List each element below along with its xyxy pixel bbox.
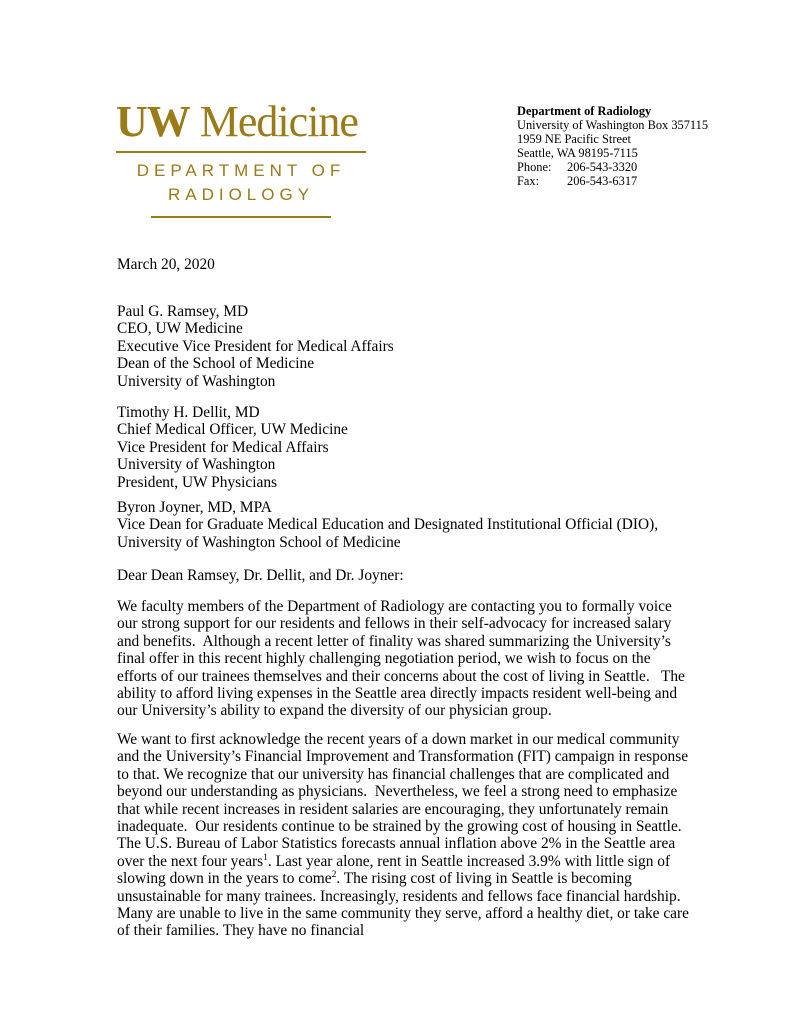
logo-brand	[116, 97, 366, 146]
recipient-block-joyner	[117, 499, 695, 551]
phone-label: Phone:	[517, 160, 552, 174]
recipient-line: University of Washington	[117, 372, 276, 390]
phone-number: 206-543-3320	[567, 160, 638, 174]
address-title: Department of Radiology	[517, 104, 652, 118]
recipient-line: Paul G. Ramsey, MD	[117, 303, 249, 320]
footnote-ref-1: 1	[263, 852, 268, 863]
recipient-line: Vice President for Medical Affairs	[117, 438, 329, 456]
address-line-box: University of Washington Box 357115	[517, 118, 709, 132]
fax-number: 206-543-6317	[567, 174, 638, 188]
address-line-street: 1959 NE Pacific Street	[517, 132, 631, 146]
recipient-line: Vice Dean for Graduate Medical Education and Designated Institutional Official (DIO),	[117, 516, 659, 534]
uw-medicine-logo	[116, 97, 366, 218]
logo-uw-text: UW	[116, 97, 190, 146]
recipient-line: Chief Medical Officer, UW Medicine	[117, 421, 348, 439]
recipient-line: Byron Joyner, MD, MPA	[117, 499, 272, 516]
logo-medicine-text: Medicine	[199, 97, 358, 146]
recipient-block-ramsey	[117, 303, 695, 390]
footnote-ref-2: 2	[331, 870, 337, 881]
recipient-line: University of Washington School of Medicine	[117, 533, 401, 551]
logo-rule-bottom	[151, 216, 331, 218]
paragraph-support: We faculty members of the Department of Radiology are contacting you to formally voice our strong support for our residents and fellows in their self-advocacy for increased salary and benefits. Although a recent letter of finality was shared summarizing the University’s final offer in this recent highly challenging negotiation period, we wish to focus on the efforts of our trainees themselves and their concerns about the cost of living in Seattle. The ability to afford living expenses in the Seattle area directly impacts resident well-being and our University’s ability to expand the diversity of our physician group.	[117, 598, 689, 720]
salutation: Dear Dean Ramsey, Dr. Dellit, and Dr. Joyner:	[117, 567, 404, 584]
recipient-line: University of Washington	[117, 456, 276, 474]
recipient-line: President, UW Physicians	[117, 473, 278, 491]
logo-department-block	[116, 159, 366, 207]
logo-radiology-text: RADIOLOGY	[167, 185, 315, 204]
fax-row	[517, 174, 747, 188]
paragraph-cost-of-living	[117, 731, 693, 940]
letterhead-address	[517, 104, 747, 188]
recipient-line: Executive Vice President for Medical Affairs	[117, 337, 394, 355]
phone-row	[517, 160, 747, 174]
recipient-line: CEO, UW Medicine	[117, 320, 243, 338]
address-line-city: Seattle, WA 98195-7115	[517, 146, 638, 160]
fax-label: Fax:	[517, 174, 540, 188]
recipient-block-dellit	[117, 404, 695, 491]
paragraph-2-text: We want to first acknowledge the recent years of a down market in our medical community and the University’s Financial Improvement and Transformation (FIT) campaign in response to that. We recognize that our university has financial challenges that are complicated and beyond our understanding as physicians. Nevertheless, we feel a strong need to emphasize that while recent increases in resident salaries are encouraging, they unfortunately remain inadequate. Our residents continue to be strained by the growing cost of housing in Seattle. The U.S. Bureau of Labor Statistics forecasts annual inflation above 2% in the Seattle area over the next four years	[117, 731, 693, 870]
paragraph-2-text: . The rising cost of living in Seattle is becoming unsustainable for many trainees. Increasingly, residents and fellows face financial hardship. Many are unable to live in the same community they serve, afford a healthy diet, or take care of their families. They have no financial	[117, 870, 693, 940]
letter-date: March 20, 2020	[117, 256, 215, 273]
logo-rule-top	[116, 151, 366, 153]
recipient-line: Timothy H. Dellit, MD	[117, 404, 260, 421]
recipient-line: Dean of the School of Medicine	[117, 355, 315, 373]
logo-department-of-text: DEPARTMENT OF	[136, 161, 346, 180]
paragraph-2-text: . Last year alone, rent in Seattle increased 3.9% with little sign of slowing down in the years to come	[117, 852, 674, 888]
